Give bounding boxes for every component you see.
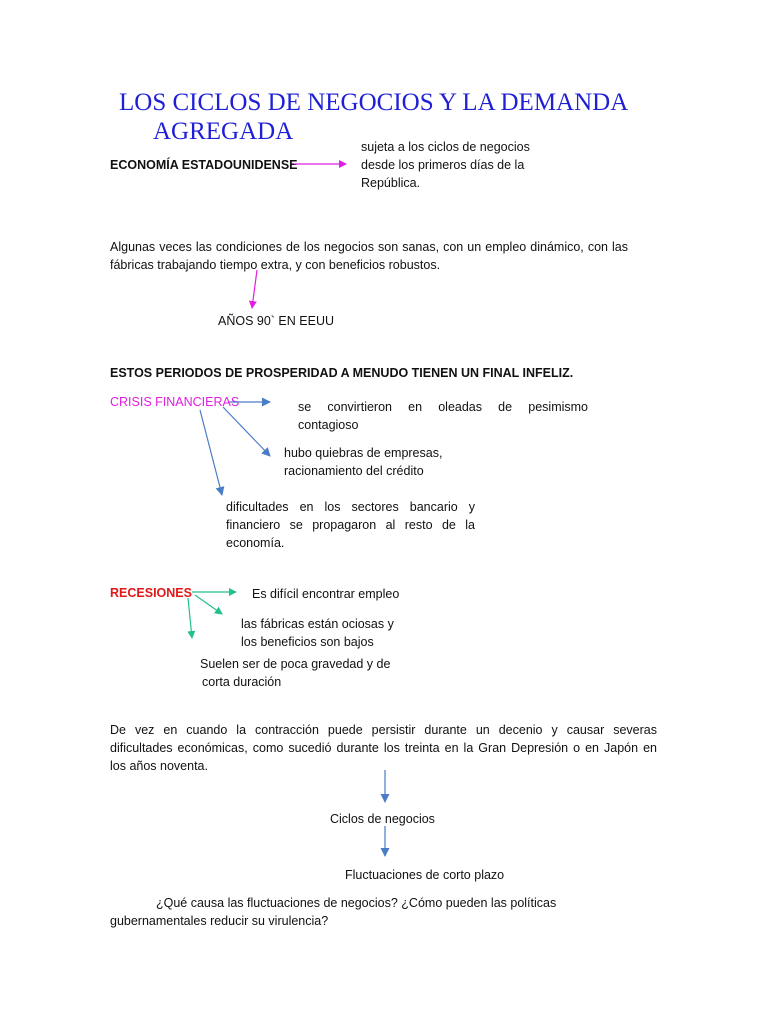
item-line: hubo quiebras de empresas, — [284, 446, 443, 460]
item-line: contagioso — [298, 418, 359, 432]
question-line: ¿Qué causa las fluctuaciones de negocios? ¿Cómo pueden las políticas — [156, 896, 557, 910]
item-line: corta duración — [202, 675, 282, 689]
page-title-line1: LOS CICLOS DE NEGOCIOS Y LA DEMANDA — [119, 89, 629, 116]
crisis-label: CRISIS FINANCIERAS — [110, 395, 240, 409]
arrow-recessions-to-duration — [188, 598, 192, 638]
recessions-label: RECESIONES — [110, 586, 192, 600]
note-line: desde los primeros días de la — [361, 158, 525, 172]
arrow-recessions-to-factories — [195, 595, 222, 614]
item-line: financiero se propagaron al resto de la — [226, 518, 475, 532]
note-line: sujeta a los ciclos de negocios — [361, 140, 530, 154]
item-line: se convirtieron en oleadas de pesimismo — [298, 400, 588, 414]
paragraph-line: De vez en cuando la contracción puede persistir durante un decenio y causar severas — [110, 723, 657, 737]
note-line: República. — [361, 176, 421, 190]
arrow-crisis-to-bankruptcies — [223, 407, 270, 456]
item-line: Suelen ser de poca gravedad y de — [200, 657, 391, 671]
years-note: AÑOS 90` EN EEUU — [218, 314, 335, 328]
paragraph-line: Algunas veces las condiciones de los negocios son sanas, con un empleo dinámico, con las — [110, 240, 628, 254]
paragraph-line: los años noventa. — [110, 759, 208, 773]
flow-step-short-term-fluctuations: Fluctuaciones de corto plazo — [345, 868, 505, 882]
item-line: las fábricas están ociosas y — [241, 617, 394, 631]
prosperity-heading: ESTOS PERIODOS DE PROSPERIDAD A MENUDO TIENEN UN FINAL INFELIZ. — [110, 366, 574, 380]
item-line: racionamiento del crédito — [284, 464, 424, 478]
recession-item-employment: Es difícil encontrar empleo — [252, 587, 400, 601]
arrow-paragraph-to-years — [252, 270, 257, 308]
question-line: gubernamentales reducir su virulencia? — [110, 914, 329, 928]
item-line: dificultades en los sectores bancario y — [226, 500, 475, 514]
us-economy-label: ECONOMÍA ESTADOUNIDENSE — [110, 158, 298, 172]
arrow-crisis-to-banking — [200, 410, 222, 495]
item-line: los beneficios son bajos — [241, 635, 374, 649]
item-line: economía. — [226, 536, 285, 550]
paragraph-line: dificultades económicas, como sucedió durante los treinta en la Gran Depresión o en Japón en — [110, 741, 657, 755]
flow-step-business-cycles: Ciclos de negocios — [330, 812, 435, 826]
page-title-line2: AGREGADA — [153, 118, 294, 145]
paragraph-line: fábricas trabajando tiempo extra, y con beneficios robustos. — [110, 258, 441, 272]
